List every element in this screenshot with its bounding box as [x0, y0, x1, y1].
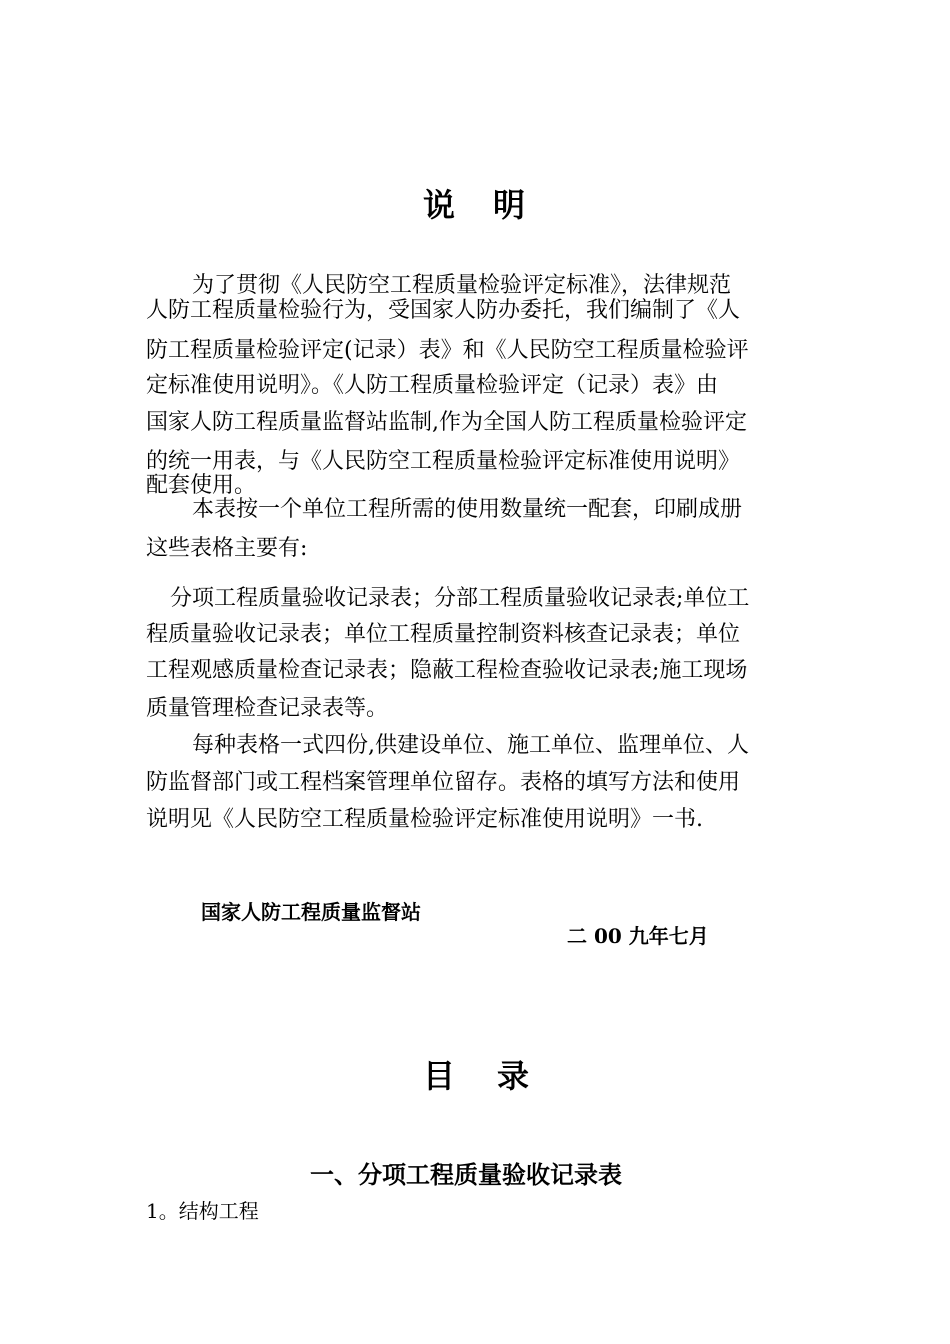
paragraph-3-line-1: 分项工程质量验收记录表；分部工程质量验收记录表;单位工	[170, 586, 750, 611]
toc-title-second	[497, 1051, 529, 1097]
paragraph-3-line-3: 工程观感质量检查记录表；隐蔽工程检查验收记录表;施工现场	[146, 658, 748, 683]
explanation-title-second	[493, 180, 525, 226]
toc-title	[423, 1051, 455, 1097]
explanation-title-char-2: 明	[493, 186, 526, 224]
paragraph-3-line-2: 程质量验收记录表；单位工程质量控制资料核查记录表；单位	[146, 622, 741, 647]
paragraph-1-line-3: 防工程质量检验评定(记录）表》和《人民防空工程质量检验评	[146, 338, 749, 363]
paragraph-1-line-2: 人防工程质量检验行为，受国家人防办委托，我们编制了《人	[146, 298, 741, 323]
explanation-title-char-1: 说	[423, 186, 456, 224]
paragraph-2-line-2: 这些表格主要有:	[146, 536, 308, 561]
paragraph-1-line-5: 国家人防工程质量监督站监制,作为全国人防工程质量检验评定	[146, 410, 747, 435]
paragraph-2-line-1: 本表按一个单位工程所需的使用数量统一配套，印刷成册	[192, 497, 743, 522]
signature-organization: 国家人防工程质量监督站	[201, 900, 421, 924]
explanation-title	[423, 180, 455, 226]
paragraph-3-line-4: 质量管理检查记录表等。	[146, 696, 389, 721]
toc-item-structural-engineering: 1。结构工程	[146, 1199, 259, 1223]
paragraph-1-line-4: 定标准使用说明》。《人防工程质量检验评定（记录）表》由	[146, 373, 719, 398]
paragraph-4-line-2: 防监督部门或工程档案管理单位留存。表格的填写方法和使用	[146, 770, 741, 795]
toc-title-char-1: 目	[423, 1057, 456, 1095]
toc-title-char-2: 录	[497, 1057, 530, 1095]
toc-section-heading: 一、分项工程质量验收记录表	[310, 1160, 622, 1189]
paragraph-1-line-7: 配套使用。	[146, 473, 257, 498]
signature-date: 二 00 九年七月	[567, 924, 709, 948]
paragraph-4-line-1: 每种表格一式四份,供建设单位、施工单位、监理单位、人	[192, 733, 749, 758]
paragraph-1-line-1: 为了贯彻《人民防空工程质量检验评定标准》，法律规范	[192, 273, 732, 298]
paragraph-1-line-6: 的统一用表，与《人民防空工程质量检验评定标准使用说明》	[146, 449, 741, 474]
paragraph-4-line-3: 说明见《人民防空工程质量检验评定标准使用说明》一书.	[146, 807, 703, 832]
